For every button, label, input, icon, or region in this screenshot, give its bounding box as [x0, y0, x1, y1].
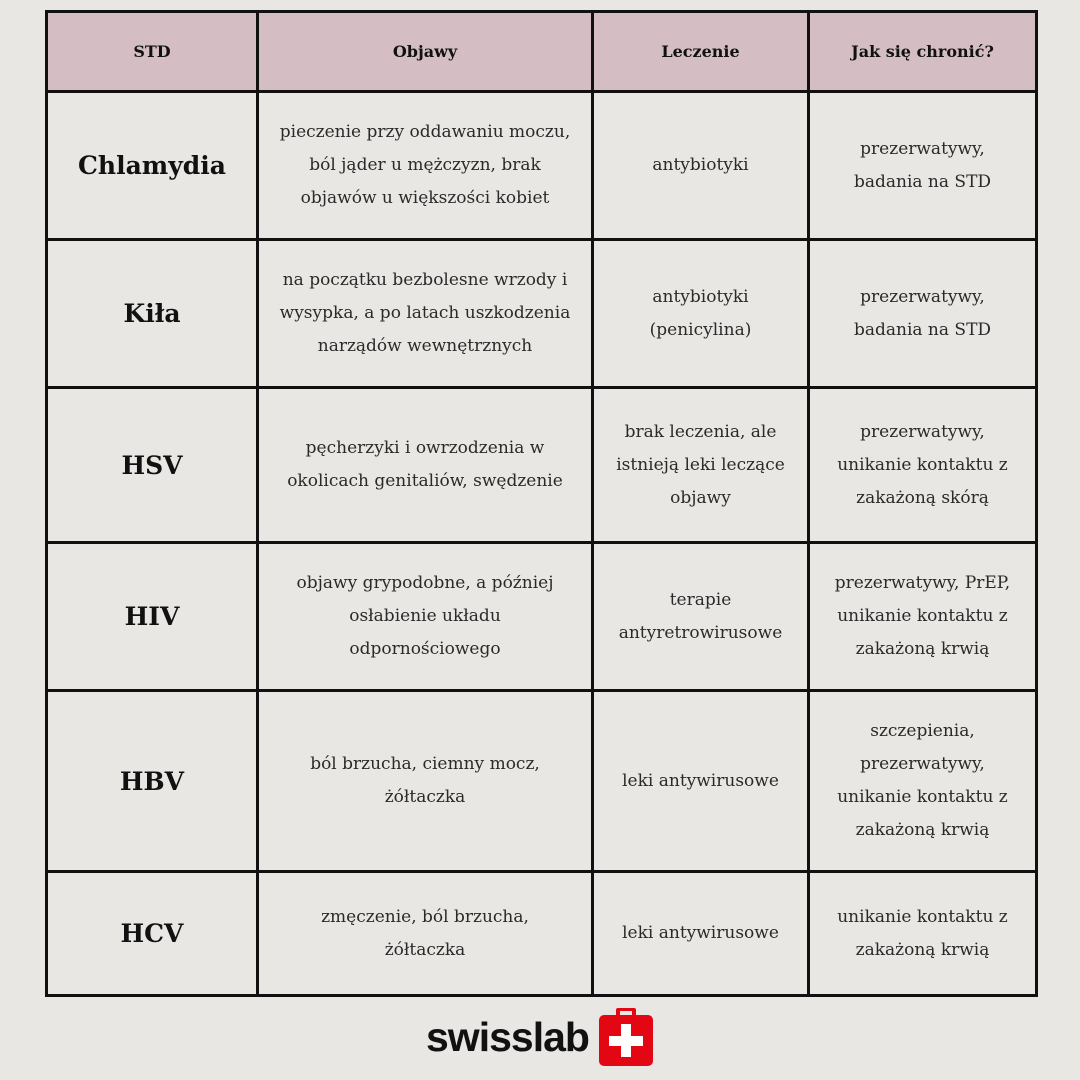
protection-cell: prezerwatywy, badania na STD — [809, 240, 1037, 388]
header-protection: Jak się chronić? — [809, 12, 1037, 92]
treatment-cell: terapie antyretrowirusowe — [593, 543, 809, 691]
symptoms-cell: objawy grypodobne, a później osłabienie układu odpornościowego — [258, 543, 593, 691]
std-name-cell: HBV — [47, 691, 258, 872]
protection-cell: prezerwatywy, badania na STD — [809, 92, 1037, 240]
brand-wordmark: swisslab — [426, 1013, 589, 1060]
treatment-cell: antybiotyki — [593, 92, 809, 240]
symptoms-cell: na początku bezbolesne wrzody i wysypka, a po latach uszkodzenia narządów wewnętrznych — [258, 240, 593, 388]
table-row — [47, 240, 1037, 388]
std-table — [45, 10, 1038, 997]
header-row — [47, 12, 1037, 92]
std-name-cell: HIV — [47, 543, 258, 691]
header-treatment: Leczenie — [593, 12, 809, 92]
symptoms-cell: pieczenie przy oddawaniu moczu, ból jąder u mężczyzn, brak objawów u większości kobiet — [258, 92, 593, 240]
std-name-cell: HCV — [47, 872, 258, 996]
std-name-cell: Kiła — [47, 240, 258, 388]
symptoms-cell: pęcherzyki i owrzodzenia w okolicach genitaliów, swędzenie — [258, 388, 593, 543]
std-name-cell: Chlamydia — [47, 92, 258, 240]
protection-cell: prezerwatywy, unikanie kontaktu z zakażoną skórą — [809, 388, 1037, 543]
treatment-cell: antybiotyki (penicylina) — [593, 240, 809, 388]
symptoms-cell: zmęczenie, ból brzucha, żółtaczka — [258, 872, 593, 996]
protection-cell: szczepienia, prezerwatywy, unikanie kontaktu z zakażoną krwią — [809, 691, 1037, 872]
swisslab-logo — [426, 1007, 653, 1067]
table-row — [47, 388, 1037, 543]
protection-cell: prezerwatywy, PrEP, unikanie kontaktu z zakażoną krwią — [809, 543, 1037, 691]
table-row — [47, 543, 1037, 691]
treatment-cell: leki antywirusowe — [593, 872, 809, 996]
treatment-cell: leki antywirusowe — [593, 691, 809, 872]
table-row — [47, 691, 1037, 872]
std-name-cell: HSV — [47, 388, 258, 543]
header-std: STD — [47, 12, 258, 92]
protection-cell: unikanie kontaktu z zakażoną krwią — [809, 872, 1037, 996]
header-symptoms: Objawy — [258, 12, 593, 92]
table-row — [47, 872, 1037, 996]
symptoms-cell: ból brzucha, ciemny mocz, żółtaczka — [258, 691, 593, 872]
medical-cross-kit-icon — [599, 1008, 653, 1066]
treatment-cell: brak leczenia, ale istnieją leki leczące objawy — [593, 388, 809, 543]
table-row — [47, 92, 1037, 240]
